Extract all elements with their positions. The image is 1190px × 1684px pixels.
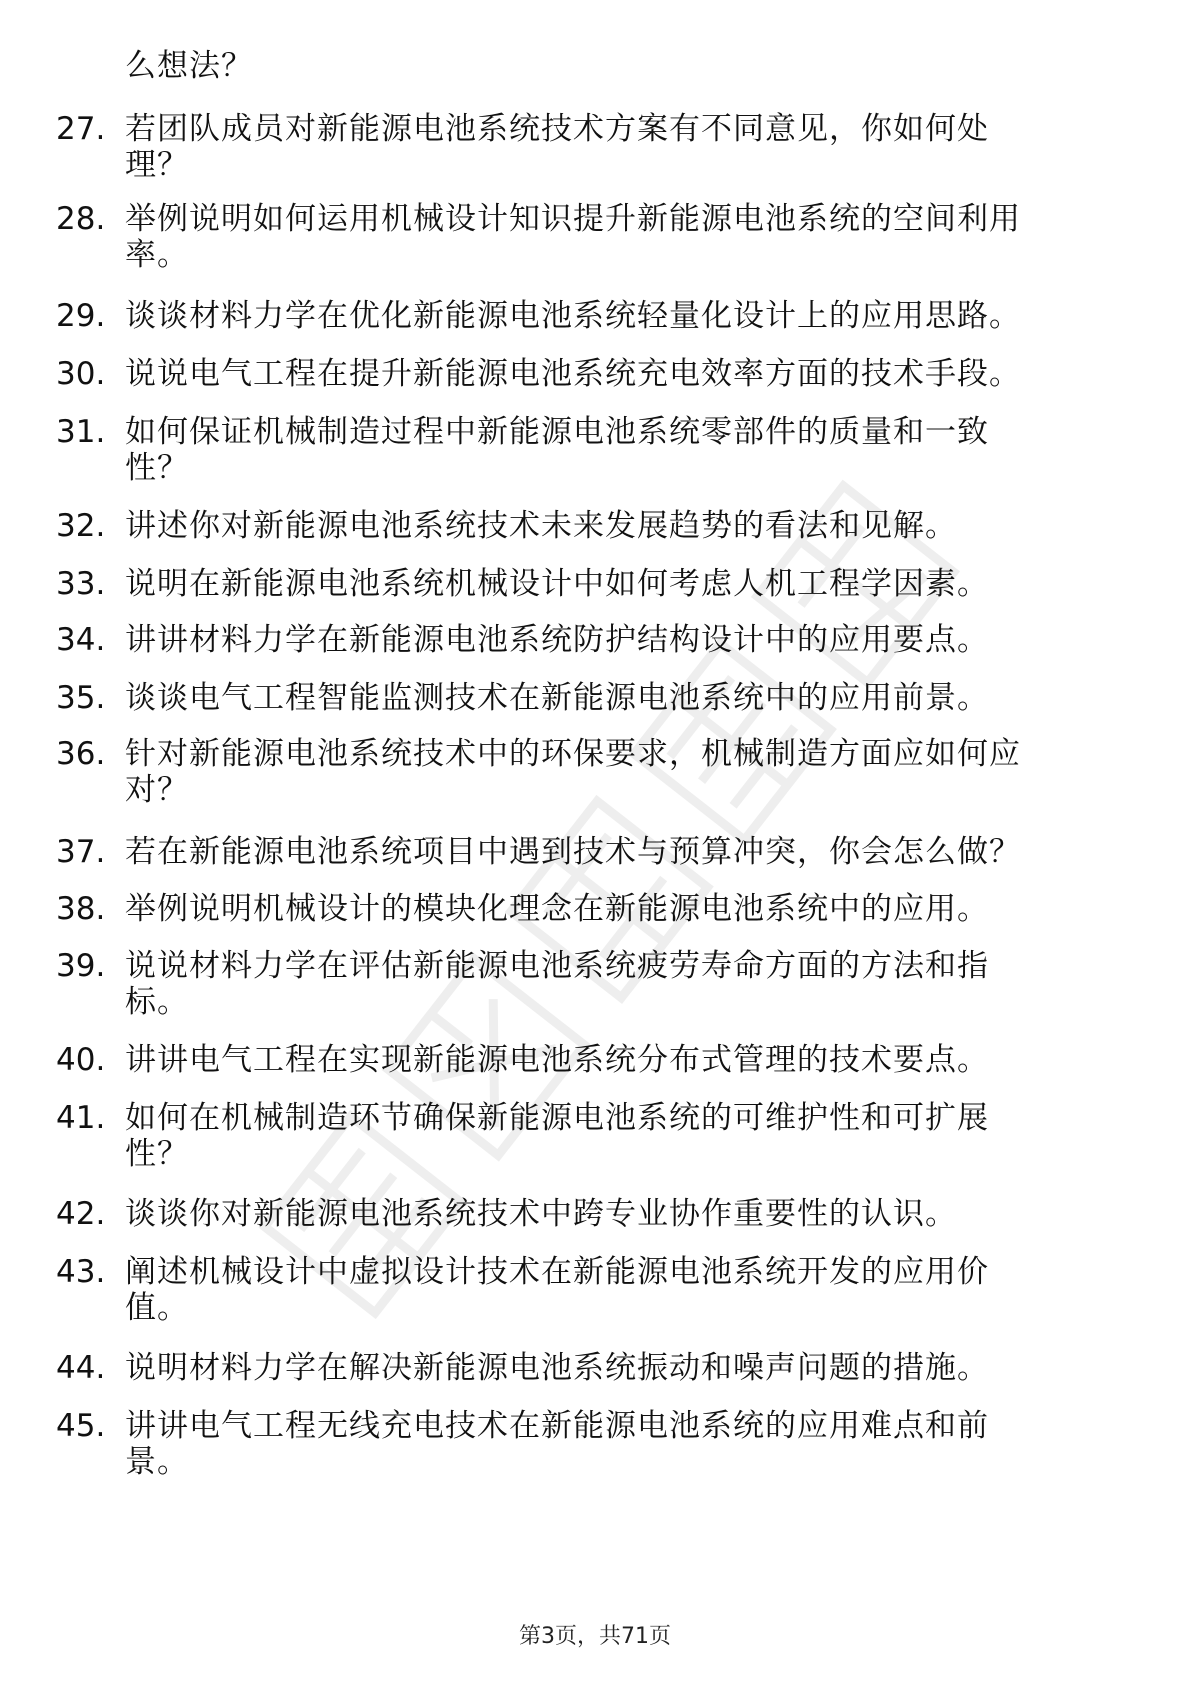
question-number: 35. — [56, 680, 106, 716]
question-text: 讲讲材料力学在新能源电池系统防护结构设计中的应用要点。 — [125, 622, 989, 658]
continued-question-text: 么想法？ — [125, 48, 253, 84]
question-number: 31. — [56, 414, 106, 450]
question-text: 讲讲电气工程在实现新能源电池系统分布式管理的技术要点。 — [125, 1042, 989, 1078]
question-number: 37. — [56, 834, 106, 870]
question-text: 阐述机械设计中虚拟设计技术在新能源电池系统开发的应用价 值。 — [125, 1254, 989, 1326]
question-number: 40. — [56, 1042, 106, 1078]
question-number: 28. — [56, 201, 106, 237]
question-text: 说明在新能源电池系统机械设计中如何考虑人机工程学因素。 — [125, 566, 989, 602]
question-text: 说明材料力学在解决新能源电池系统振动和噪声问题的措施。 — [125, 1350, 989, 1386]
question-number: 38. — [56, 891, 106, 927]
question-text: 谈谈材料力学在优化新能源电池系统轻量化设计上的应用思路。 — [125, 298, 1021, 334]
question-text: 如何在机械制造环节确保新能源电池系统的可维护性和可扩展 性？ — [125, 1100, 989, 1172]
question-number: 42. — [56, 1196, 106, 1232]
question-number: 33. — [56, 566, 106, 602]
question-number: 32. — [56, 508, 106, 544]
question-text: 讲述你对新能源电池系统技术未来发展趋势的看法和见解。 — [125, 508, 957, 544]
question-number: 45. — [56, 1408, 106, 1444]
question-number: 29. — [56, 298, 106, 334]
question-number: 39. — [56, 948, 106, 984]
question-number: 30. — [56, 356, 106, 392]
question-number: 41. — [56, 1100, 106, 1136]
question-number: 34. — [56, 622, 106, 658]
question-text: 若团队成员对新能源电池系统技术方案有不同意见，你如何处 理？ — [125, 111, 989, 183]
question-text: 若在新能源电池系统项目中遇到技术与预算冲突，你会怎么做？ — [125, 834, 1021, 870]
question-number: 44. — [56, 1350, 106, 1386]
question-text: 讲讲电气工程无线充电技术在新能源电池系统的应用难点和前 景。 — [125, 1408, 989, 1480]
question-text: 针对新能源电池系统技术中的环保要求，机械制造方面应如何应 对？ — [125, 736, 1021, 808]
question-number: 36. — [56, 736, 106, 772]
question-text: 说说电气工程在提升新能源电池系统充电效率方面的技术手段。 — [125, 356, 1021, 392]
page-number-footer: 第3页，共71页 — [519, 1624, 671, 1649]
question-text: 举例说明如何运用机械设计知识提升新能源电池系统的空间利用 率。 — [125, 201, 1021, 273]
question-number: 27. — [56, 111, 106, 147]
question-text: 谈谈电气工程智能监测技术在新能源电池系统中的应用前景。 — [125, 680, 989, 716]
question-text: 谈谈你对新能源电池系统技术中跨专业协作重要性的认识。 — [125, 1196, 957, 1232]
question-number: 43. — [56, 1254, 106, 1290]
question-text: 如何保证机械制造过程中新能源电池系统零部件的质量和一致 性？ — [125, 414, 989, 486]
question-text: 举例说明机械设计的模块化理念在新能源电池系统中的应用。 — [125, 891, 989, 927]
question-text: 说说材料力学在评估新能源电池系统疲劳寿命方面的方法和指 标。 — [125, 948, 989, 1020]
